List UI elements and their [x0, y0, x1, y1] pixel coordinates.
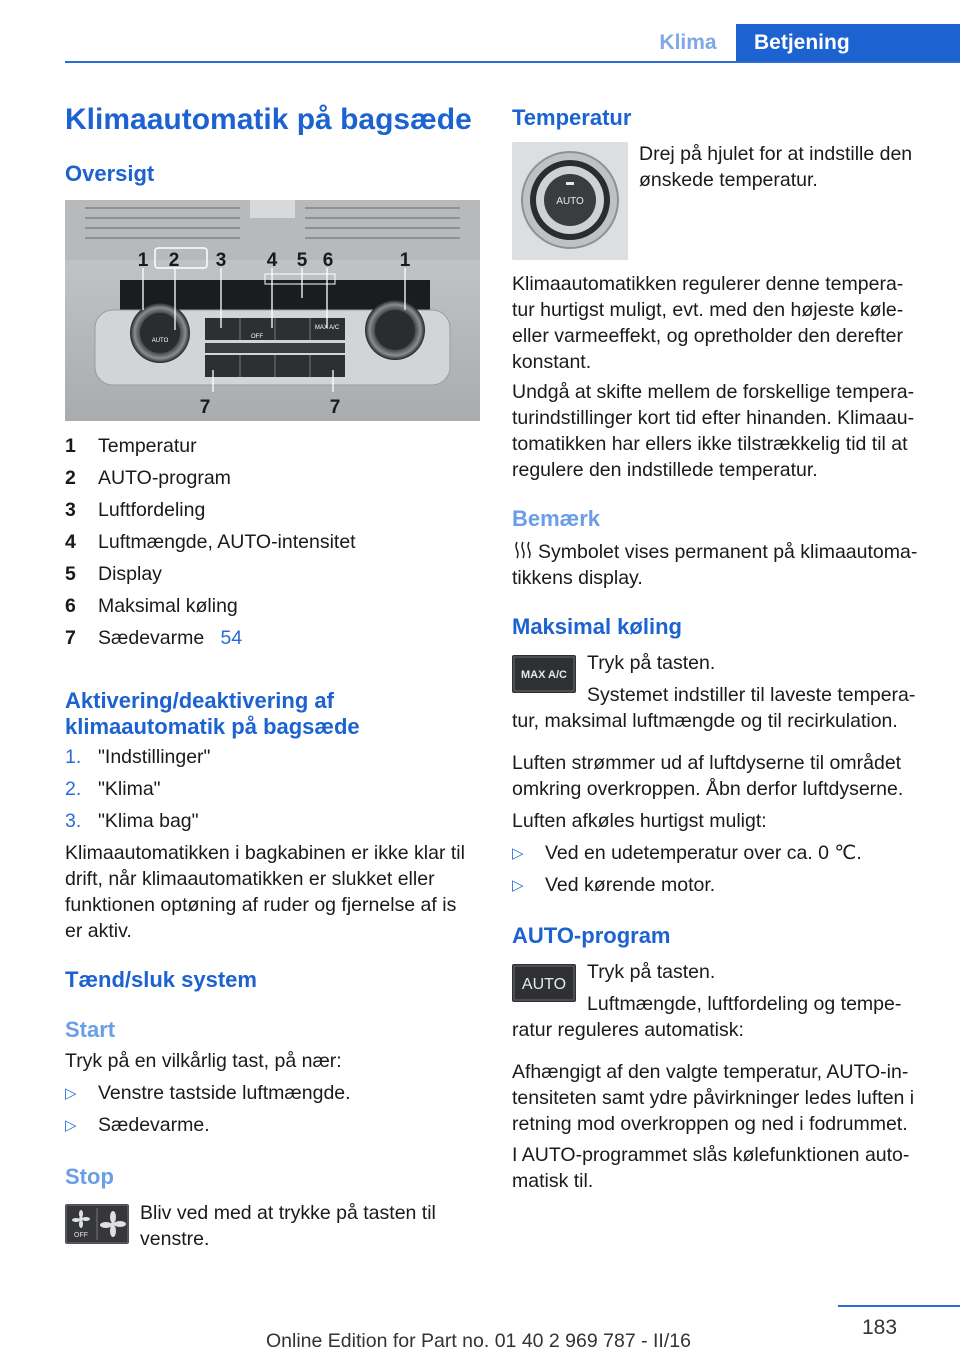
activation-heading-1: Aktivering/deaktivering af	[65, 688, 334, 713]
legend-num: 4	[65, 531, 76, 553]
footer-rule	[838, 1305, 960, 1307]
callout-1b: 1	[399, 250, 411, 271]
legend-text: Luftmængde, AUTO-intensitet	[98, 531, 356, 553]
page-ref-link[interactable]: 54	[220, 627, 243, 649]
start-bullet: Sædevarme.	[98, 1114, 210, 1136]
temp-para1-line: tur hurtigst muligt, evt. med den højeste køle‐	[512, 299, 904, 321]
step-number: 1.	[65, 746, 82, 768]
maxcool-line: Systemet indstiller til laveste tempera‐	[587, 684, 916, 706]
legend-text: Maksimal køling	[98, 595, 238, 617]
legend-num: 6	[65, 595, 76, 617]
auto-para1-line: retning mod overkroppen og ned i fodrummet.	[512, 1113, 908, 1135]
temperature-knob-image	[512, 142, 628, 260]
temp-para1-line: konstant.	[512, 351, 592, 373]
legend-text: Display	[98, 563, 162, 585]
stop-heading: Stop	[65, 1164, 114, 1189]
legend-text: Temperatur	[98, 435, 197, 457]
maxcool-cool-text: Luften afkøles hurtigst muligt:	[512, 810, 767, 832]
legend-num: 7	[65, 627, 76, 649]
activation-text-line: funktionen optøning af ruder og fjernelse af is	[65, 894, 457, 916]
overview-heading: Oversigt	[65, 161, 155, 186]
temp-para2-line: turindstillinger kort tid efter hinanden. Klimaau‐	[512, 407, 915, 429]
knob-auto-label: AUTO	[556, 196, 584, 207]
note-text-line: tikkens display.	[512, 567, 643, 589]
auto-program-heading: AUTO-program	[512, 923, 671, 948]
temp-para2-line: tomatikken har ellers ikke tilstrækkelig tid til at	[512, 433, 908, 455]
note-text-line: Symbolet vises permanent på klimaautoma‐	[538, 541, 918, 563]
header-chapter-tab: Betjening	[736, 24, 960, 63]
max-cooling-heading: Maksimal køling	[512, 614, 682, 639]
max-ac-button-image	[512, 655, 576, 693]
temp-text-line: Drej på hjulet for at indstille den	[639, 143, 913, 165]
header-rule	[65, 61, 960, 63]
activation-text-line: drift, når klimaautomatikken er slukket eller	[65, 868, 435, 890]
temp-text-line: ønskede temperatur.	[639, 169, 818, 191]
maxcool-bullet: Ved kørende motor.	[545, 874, 716, 896]
bullet-triangle-icon: ▷	[512, 877, 524, 894]
legend-text: AUTO-program	[98, 467, 231, 489]
maxcool-para-line: omkring overkroppen. Åbn derfor luftdyserne.	[512, 778, 904, 800]
legend-text: Luftfordeling	[98, 499, 206, 521]
auto-label: AUTO	[521, 976, 567, 993]
activation-text-line: er aktiv.	[65, 920, 132, 942]
max-ac-label: MAX A/C	[520, 669, 568, 681]
figure-off-label: OFF	[251, 334, 263, 340]
auto-line: Luftmængde, luftfordeling og tempe‐	[587, 993, 902, 1015]
control-panel-figure	[65, 200, 480, 421]
heating-symbol-icon	[513, 540, 533, 560]
callout-7a: 7	[199, 397, 211, 418]
bullet-triangle-icon: ▷	[512, 845, 524, 862]
page-number: 183	[862, 1316, 898, 1339]
temp-para1-line: eller varmeeffekt, og opretholder den derefter	[512, 325, 903, 347]
off-label: OFF	[74, 1232, 88, 1239]
callout-6: 6	[322, 250, 334, 271]
step-text: "Klima"	[98, 778, 161, 800]
start-text: Tryk på en vilkårlig tast, på nær:	[65, 1050, 342, 1072]
callout-5: 5	[296, 250, 308, 271]
note-heading: Bemærk	[512, 506, 601, 531]
figure-auto-label: AUTO	[151, 338, 169, 344]
activation-text-line: Klimaautomatikken i bagkabinen er ikke klar til	[65, 842, 465, 864]
auto-para2-line: matisk til.	[512, 1170, 594, 1192]
maxcool-para-line: Luften strømmer ud af luftdyserne til området	[512, 752, 902, 774]
temperature-heading: Temperatur	[512, 105, 632, 130]
bullet-triangle-icon: ▷	[65, 1117, 77, 1134]
maxcool-line: Tryk på tasten.	[587, 652, 716, 674]
step-number: 3.	[65, 810, 82, 832]
page-title: Klimaautomatik på bagsæde	[65, 103, 472, 136]
step-text: "Klima bag"	[98, 810, 199, 832]
step-text: "Indstillinger"	[98, 746, 211, 768]
legend-num: 2	[65, 467, 76, 489]
maxcool-line: tur, maksimal luftmængde og til recirkulation.	[512, 710, 898, 732]
stop-text-line: Bliv ved med at trykke på tasten til	[140, 1202, 436, 1224]
auto-para1-line: tensiteten samt ydre påvirkninger ledes luften i	[512, 1087, 915, 1109]
temp-para2-line: regulere den indstillede temperatur.	[512, 459, 818, 481]
start-heading: Start	[65, 1017, 116, 1042]
header-section-tab: Klima	[659, 31, 717, 54]
auto-button-image	[512, 964, 576, 1002]
activation-heading-2: klimaautomatik på bagsæde	[65, 714, 360, 739]
auto-line: Tryk på tasten.	[587, 961, 716, 983]
callout-1: 1	[137, 250, 149, 271]
fan-off-button-image	[65, 1204, 129, 1244]
callout-4: 4	[266, 250, 278, 271]
legend-text	[98, 625, 242, 651]
onoff-heading: Tænd/sluk system	[65, 967, 257, 992]
auto-para2-line: I AUTO-programmet slås kølefunktionen auto‐	[512, 1144, 910, 1166]
step-number: 2.	[65, 778, 82, 800]
callout-3: 3	[215, 250, 227, 271]
auto-para1-line: Afhængigt af den valgte temperatur, AUTO-in‐	[512, 1061, 909, 1083]
callout-2: 2	[168, 250, 180, 271]
auto-line: ratur reguleres automatisk:	[512, 1019, 744, 1041]
legend-num: 1	[65, 435, 76, 457]
legend-text-label: Sædevarme	[98, 627, 205, 649]
edition-text: Online Edition for Part no. 01 40 2 969 787 - II/16	[266, 1330, 691, 1352]
figure-maxac-label: MAX A/C	[314, 325, 340, 331]
maxcool-bullet: Ved en udetemperatur over ca. 0 ℃.	[545, 842, 862, 864]
bullet-triangle-icon: ▷	[65, 1085, 77, 1102]
legend-num: 5	[65, 563, 76, 585]
temp-para1-line: Klimaautomatikken regulerer denne tempera‐	[512, 273, 904, 295]
start-bullet: Venstre tastside luftmængde.	[98, 1082, 351, 1104]
legend-num: 3	[65, 499, 76, 521]
stop-text-line: venstre.	[140, 1228, 210, 1250]
temp-para2-line: Undgå at skifte mellem de forskellige tempera‐	[512, 381, 915, 403]
callout-7b: 7	[329, 397, 341, 418]
